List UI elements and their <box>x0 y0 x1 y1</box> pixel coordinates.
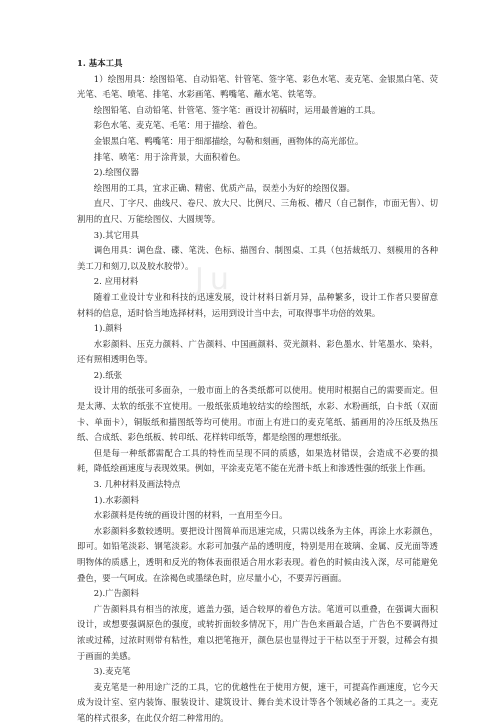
paragraph: 调色用具：调色盘、碟、笔洗、色标、描图台、制图桌、工具（包括裁纸刀、刻模用的各种美工刀和刻刀,以及胶水胶带）。 <box>77 245 438 271</box>
paragraph: 广告颜料具有相当的浓度，遮盖力强，适合较厚的着色方法。笔道可以重叠，在强调大面积设计，或想要强调原色的强度，或转折面较多情况下，用广告色来画最合适，广告色不要调得过浓或过稀，过浓时则带有粘性，难以把笔拖开，颜色层也显得过于干枯以至于开裂，过稀会有损于画面的美感。 <box>77 603 438 661</box>
paragraph: 水彩颜料是传统的画设计图的材料，一直用至今日。 <box>93 510 288 521</box>
paragraph: 1）绘图用具：绘图铅笔、自动铅笔、针管笔、签字笔、彩色水笔、麦克笔、金银黑白笔、荧光笔、毛笔、喷笔、排笔、水彩画笔、鸭嘴笔、蘸水笔、铁笔等。 <box>77 73 438 100</box>
paragraph: 2).广告颜料 <box>93 588 139 599</box>
paragraph: 3).其它用具 <box>93 229 139 240</box>
paragraph: 3. 几种材料及画法特点 <box>93 479 181 490</box>
paragraph: 设计用的纸张可多面杂，一般市面上的各类纸都可以使用。使用时根据自己的需要而定。但是太薄、太软的纸张不宜使用。一般纸张质地较结实的绘图纸，水彩、水粉画纸，白卡纸（双面卡、单面卡），铜版纸和描图纸等均可使用。市面上有进口的麦克笔纸、插画用的冷压纸及热压纸、合成纸、彩色纸板、转印纸、花样转印纸等，都是绘图的理想纸张。 <box>77 385 438 443</box>
paragraph: 2).纸张 <box>93 369 123 380</box>
document-body <box>77 56 438 727</box>
paragraph: 2. 应用材料 <box>93 276 139 287</box>
paragraph: 麦克笔是一种用途广泛的工具，它的优越性在于使用方便，速干，可提高作画速度，它今天成为设计室、室内装饰、服装设计、建筑设计、舞台美术设计等各个领域必备的工具之一。麦克笔的样式很多，在此仅介绍二种常用的。 <box>77 681 438 723</box>
paragraph: 金银黑白笔、鸭嘴笔：用于细部描绘，勾勒和刻画，画物体的高光部位。 <box>93 135 364 146</box>
paragraph: 水彩颜料多数较透明。要把设计图简单而迅速完成，只需以线条为主体，再涂上水彩颜色，即可。如铅笔淡彩、钢笔淡彩。水彩可加强产品的透明度，特别是用在玻璃、金属、反光面等透明物体的质感上，透明和反光的物体表面很适合用水彩表现。着色的时候由浅入深，尽可能避免叠色，要一气呵成。在涂褐色或墨绿色时，应尽量小心，不要弄污画面。 <box>77 525 438 583</box>
paragraph: 随着工业设计专业和科技的迅速发展，设计材料日新月异，品种繁多，设计工作者只要留意材料的信息，适时恰当地选择材料，运用到设计当中去，可取得事半功倍的效果。 <box>77 291 438 318</box>
paragraph: 直尺、丁字尺、曲线尺、卷尺、放大尺、比例尺、三角板、槽尺（自己制作，市面无售）、切割用的直尺、万能绘图仪、大圆规等。 <box>77 198 438 224</box>
paragraph: 3).麦克笔 <box>93 666 131 677</box>
paragraph: 1).水彩颜料 <box>93 494 139 505</box>
paragraph: 水彩颜料、压克力颜料、广告颜料、中国画颜料、荧光颜料、彩色墨水、针笔墨水、染料，还有照相透明色等。 <box>77 338 438 365</box>
paragraph: 绘图用的工具，宜求正确、精密、优质产品，误差小为好的绘图仪器。 <box>93 182 355 193</box>
paragraph: 2).绘图仪器 <box>93 167 139 178</box>
paragraph: 排笔、喷笔：用于涂背景，大面积着色。 <box>93 151 246 162</box>
paragraph: 彩色水笔、麦克笔、毛笔：用于描绘、着色。 <box>93 120 263 131</box>
section-heading: 1. 基本工具 <box>77 58 123 68</box>
paragraph: 但是每一种纸都需配合工具的特性而呈现不同的质感，如果选材错误，会造成不必要的损耗，降低绘画速度与表现效果。例如，平涂麦克笔不能在光滑卡纸上和渗透性强的纸张上作画。 <box>77 447 438 474</box>
watermark: Ju <box>195 262 235 297</box>
paragraph: 绘图铅笔、自动铅笔、针管笔、签字笔：画设计初稿时，运用最普遍的工具。 <box>93 104 381 115</box>
paragraph: 1).颜料 <box>93 323 123 334</box>
